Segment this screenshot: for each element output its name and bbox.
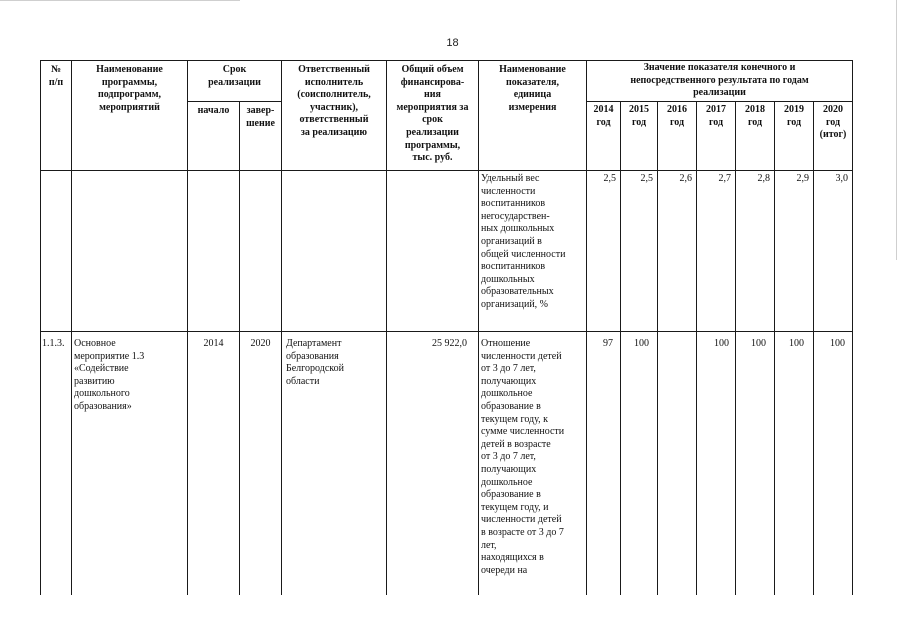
header-term-end: завер- шение <box>246 105 275 129</box>
row2-value-2019: 100 <box>789 338 804 349</box>
header-indicator: Наименование показателя, единица измерения <box>499 64 566 113</box>
header-term: Срок реализации <box>208 64 261 88</box>
row1-value-2017: 2,7 <box>718 173 731 184</box>
row2-value-2015: 100 <box>634 338 649 349</box>
header-year-2019: 2019 год <box>784 104 804 128</box>
header-num: № п/п <box>48 64 64 88</box>
header-year-2018: 2018 год <box>745 104 765 128</box>
column-divider <box>187 60 188 595</box>
table-border-right <box>852 60 853 595</box>
row2-indicator: Отношение численности детей от 3 до 7 лет, получающих дошкольное образование в текущем году, к сумме численности детей в возрасте от 3 до 7 лет, получающих дошкольное образование в текущем году, и численности детей в возрасте от 3 до 7 лет, находящихся в очереди на <box>481 338 565 576</box>
row1-value-2016: 2,6 <box>679 173 692 184</box>
header-funding: Общий объем финансирова- ния мероприятия за срок реализации программы, тыс. руб. <box>396 64 469 164</box>
table-border-top <box>40 60 853 61</box>
row2-value-2017: 100 <box>714 338 729 349</box>
row2-value-2018: 100 <box>751 338 766 349</box>
column-divider <box>478 60 479 595</box>
header-program-name: Наименование программы, подпрограмм, мероприятий <box>96 64 163 113</box>
row-divider <box>40 331 853 332</box>
row2-executor: Департамент образования Белгородской области <box>286 338 344 387</box>
column-divider <box>281 60 282 595</box>
header-values-title: Значение показателя конечного и непосредственного результата по годам реализации <box>630 62 809 99</box>
row1-value-2014: 2,5 <box>603 173 616 184</box>
column-divider <box>586 60 587 595</box>
row2-value-2014: 97 <box>603 338 613 349</box>
header-year-2016: 2016 год <box>667 104 687 128</box>
header-executor: Ответственный исполнитель (соисполнитель, участник), ответственный за реализацию <box>297 64 371 138</box>
row2-funding: 25 922,0 <box>432 338 467 349</box>
row2-value-2020: 100 <box>830 338 845 349</box>
column-divider <box>71 60 72 595</box>
row2-name: Основное мероприятие 1.3 «Содействие развитию дошкольного образования» <box>74 338 145 412</box>
header-year-2014: 2014 год <box>593 104 614 128</box>
row2-end: 2020 <box>250 338 271 349</box>
table-border-left <box>40 60 41 595</box>
header-year-2020: 2020 год (итог) <box>819 104 847 141</box>
row1-indicator: Удельный вес численности воспитанников негосударствен- ных дошкольных организаций в общей численности воспитанников дошкольных образовательных организаций, % <box>481 173 566 310</box>
row1-value-2019: 2,9 <box>796 173 809 184</box>
header-divider <box>187 101 281 102</box>
row1-value-2020: 3,0 <box>835 173 848 184</box>
scan-edge-line <box>0 0 240 1</box>
header-term-start: начало <box>197 105 230 116</box>
header-bottom <box>40 170 853 171</box>
row2-start: 2014 <box>203 338 224 349</box>
header-year-2017: 2017 год <box>706 104 726 128</box>
row1-value-2015: 2,5 <box>640 173 653 184</box>
header-year-2015: 2015 год <box>629 104 649 128</box>
row1-value-2018: 2,8 <box>757 173 770 184</box>
row2-num: 1.1.3. <box>42 338 65 349</box>
page-number: 18 <box>446 37 459 49</box>
